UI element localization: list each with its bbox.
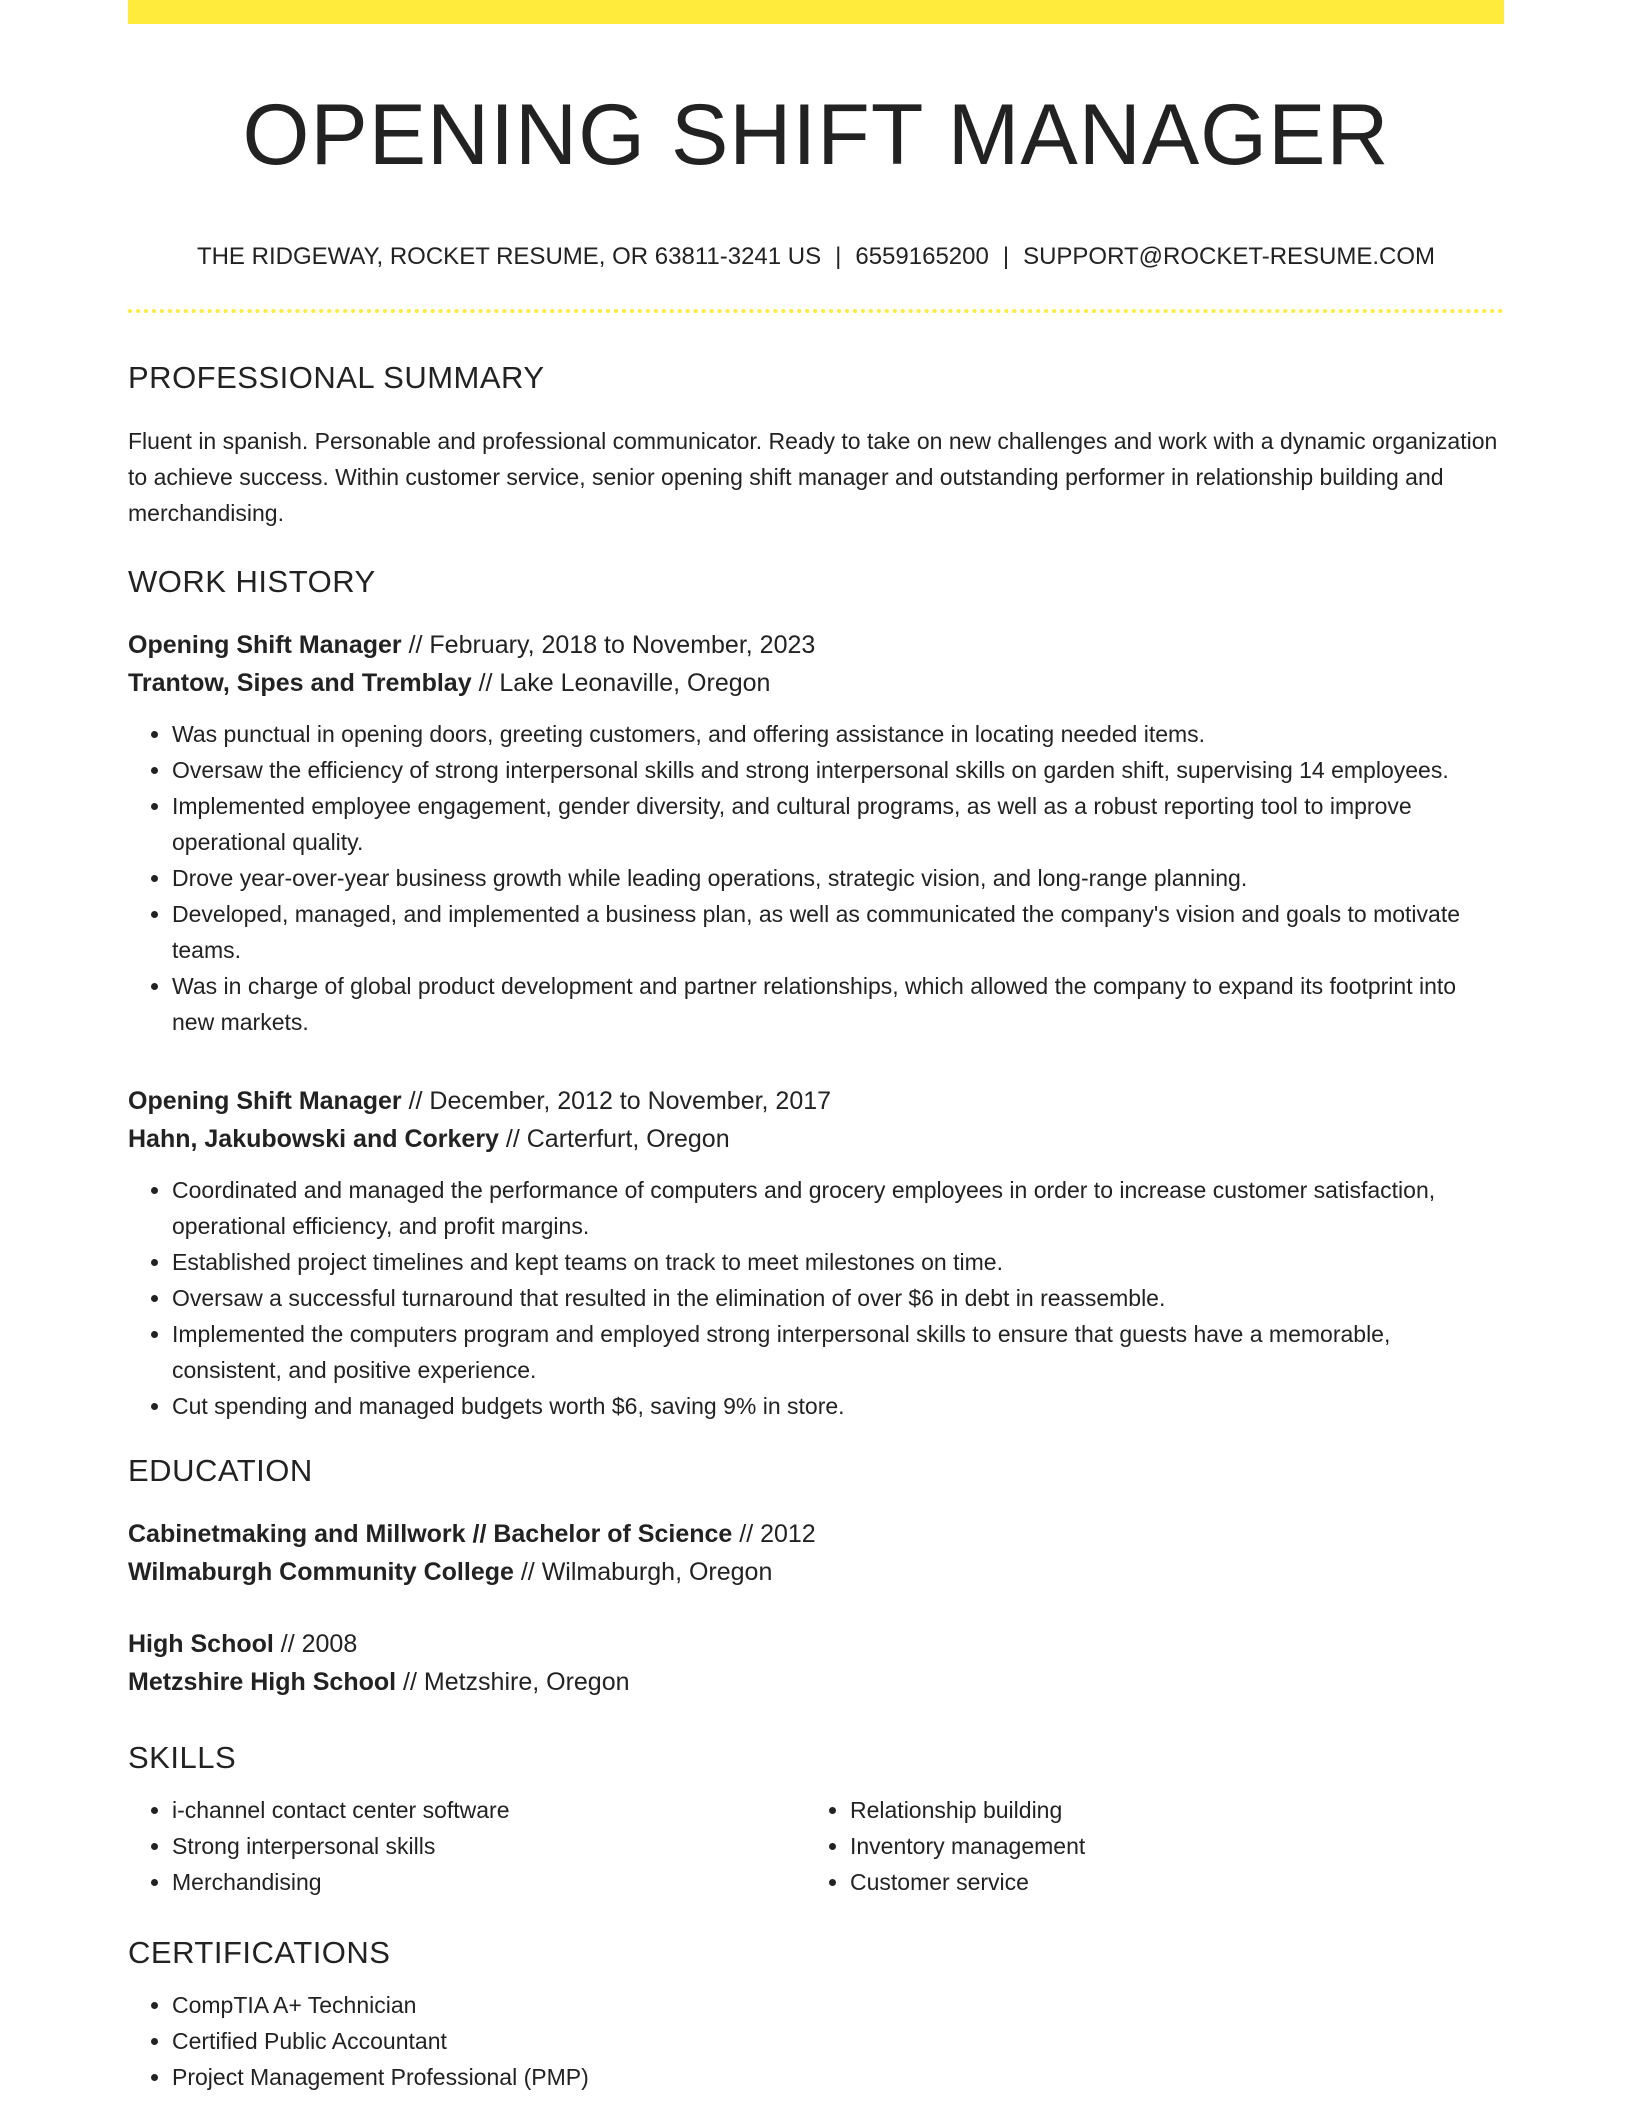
job-bullets — [128, 1172, 1504, 1424]
job-bullet: • Cut spending and managed budgets worth $6, saving 9% in store. — [172, 1388, 1504, 1424]
skills-column-right — [806, 1792, 1484, 1900]
skills-heading: SKILLS — [128, 1739, 237, 1775]
job-bullet: • Oversaw the efficiency of strong interpersonal skills and strong interpersonal skills on garden shift, supervising 14 employees. — [172, 752, 1504, 788]
skill-item: • Customer service — [850, 1864, 1484, 1900]
accent-top-bar — [128, 0, 1504, 24]
education-degree-line — [128, 1625, 1504, 1663]
skill-item: • Strong interpersonal skills — [172, 1828, 806, 1864]
skills-grid — [128, 1792, 1504, 1900]
job-title: Opening Shift Manager — [128, 630, 402, 659]
job-bullet: • Developed, managed, and implemented a business plan, as well as communicated the company's vision and goals to motivate teams. — [172, 896, 1504, 968]
certification-item: • Certified Public Accountant — [172, 2023, 1504, 2059]
job-title-line — [128, 1082, 1504, 1120]
job-location: // Carterfurt, Oregon — [498, 1124, 730, 1153]
job-title-line — [128, 626, 1504, 664]
education-degree: High School — [128, 1629, 274, 1658]
job-dates: // December, 2012 to November, 2017 — [401, 1086, 832, 1115]
education-location: // Metzshire, Oregon — [396, 1667, 630, 1696]
education-school-line — [128, 1553, 1504, 1591]
job-bullet: • Drove year-over-year business growth while leading operations, strategic vision, and long-range planning. — [172, 860, 1504, 896]
skill-item: • Merchandising — [172, 1864, 806, 1900]
contact-separator: | — [1002, 242, 1010, 270]
job-location: // Lake Leonaville, Oregon — [471, 668, 771, 697]
skills-column-left — [128, 1792, 806, 1900]
skill-item: • Inventory management — [850, 1828, 1484, 1864]
resume-name: OPENING SHIFT MANAGER — [242, 87, 1390, 183]
certification-item: • Project Management Professional (PMP) — [172, 2059, 1504, 2095]
resume-content — [128, 0, 1504, 2095]
certifications-list — [128, 1987, 1504, 2095]
contact-line — [128, 243, 1504, 272]
education-degree: Cabinetmaking and Millwork // Bachelor of Science — [128, 1519, 733, 1548]
job-bullet: • Established project timelines and kept teams on track to meet milestones on time. — [172, 1244, 1504, 1280]
job-company: Trantow, Sipes and Tremblay — [128, 668, 472, 697]
certification-item: • CompTIA A+ Technician — [172, 1987, 1504, 2023]
education-year: // 2008 — [273, 1629, 358, 1658]
job-company-line — [128, 664, 1504, 702]
education-school: Wilmaburgh Community College — [128, 1557, 514, 1586]
job-bullet: • Was punctual in opening doors, greeting customers, and offering assistance in locating needed items. — [172, 716, 1504, 752]
job-bullet: • Implemented the computers program and employed strong interpersonal skills to ensure that guests have a memorable, consistent, and positive experience. — [172, 1316, 1504, 1388]
skill-item: • i-channel contact center software — [172, 1792, 806, 1828]
job-company: Hahn, Jakubowski and Corkery — [128, 1124, 499, 1153]
summary-text: Fluent in spanish. Personable and professional communicator. Ready to take on new challenges and work with a dynamic organization to achieve success. Within customer service, senior opening shift manager and outstanding performer in relationship building and merchandising. — [128, 427, 1498, 526]
education-year: // 2012 — [732, 1519, 816, 1548]
education-degree-line — [128, 1515, 1504, 1553]
education-school: Metzshire High School — [128, 1667, 397, 1696]
job-company-line — [128, 1120, 1504, 1158]
job-bullet: • Implemented employee engagement, gender diversity, and cultural programs, as well as a robust reporting tool to improve operational quality. — [172, 788, 1504, 860]
education-entry — [128, 1515, 1504, 1591]
education-heading: EDUCATION — [128, 1452, 313, 1488]
dotted-divider — [128, 309, 1504, 313]
job-bullets — [128, 716, 1504, 1040]
education-school-line — [128, 1663, 1504, 1701]
work-history-heading: WORK HISTORY — [128, 563, 376, 599]
certifications-heading: CERTIFICATIONS — [128, 1935, 391, 1971]
skill-item: • Relationship building — [850, 1792, 1484, 1828]
contact-separator: | — [835, 242, 842, 270]
job-title: Opening Shift Manager — [128, 1086, 402, 1115]
job-bullet: • Coordinated and managed the performance of computers and grocery employees in order to increase customer satisfaction, operational efficiency, and profit margins. — [172, 1172, 1504, 1244]
contact-email: SUPPORT@ROCKET-RESUME.COM — [1023, 242, 1436, 270]
job-entry — [128, 1082, 1504, 1424]
job-bullet: • Was in charge of global product development and partner relationships, which allowed the company to expand its footprint into new markets. — [172, 968, 1504, 1040]
job-entry — [128, 626, 1504, 1040]
summary-heading: PROFESSIONAL SUMMARY — [128, 360, 545, 396]
education-entry — [128, 1625, 1504, 1701]
job-bullet: • Oversaw a successful turnaround that resulted in the elimination of over $6 in debt in reassemble. — [172, 1280, 1504, 1316]
job-dates: // February, 2018 to November, 2023 — [401, 630, 816, 659]
contact-address: THE RIDGEWAY, ROCKET RESUME, OR 63811-3241 US — [196, 242, 822, 270]
education-location: // Wilmaburgh, Oregon — [513, 1557, 773, 1586]
contact-phone: 6559165200 — [855, 242, 989, 270]
